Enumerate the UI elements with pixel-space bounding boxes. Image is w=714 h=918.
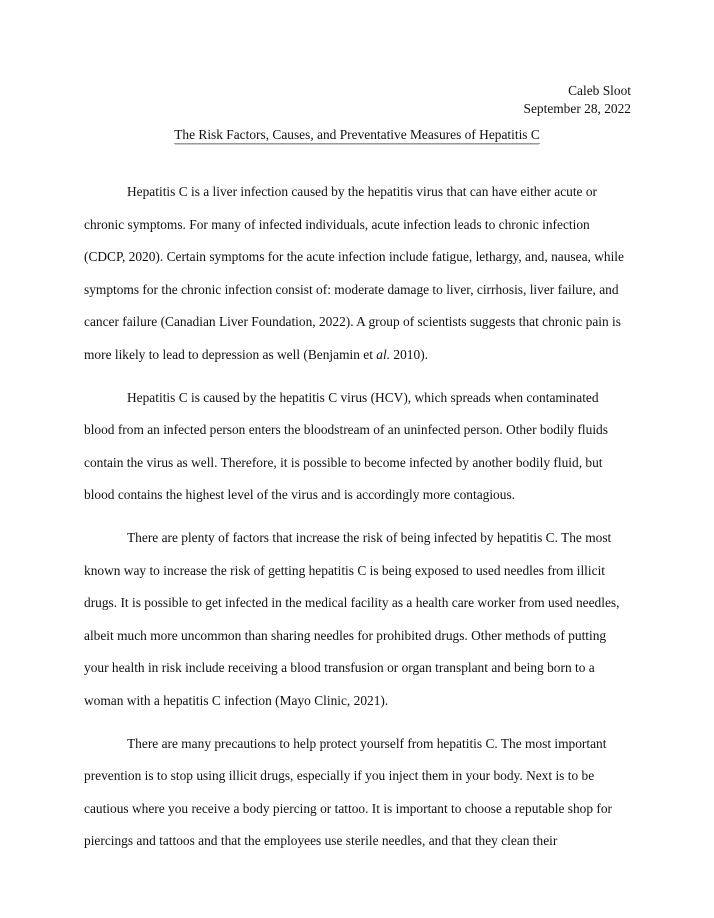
document-title-block — [0, 126, 714, 144]
paragraph-1-italic: al. — [376, 346, 391, 362]
paragraph-1-text: Hepatitis C is a liver infection caused by the hepatitis virus that can have either acute or chronic symptoms. For many of infected individuals, acute infection leads to chronic infection (CDCP, 2020). Certain symptoms for the acute infection include fatigue, lethargy, and, nausea, while symptoms for the chronic infection consist of: moderate damage to liver, cirrhosis, liver failure, and cancer failure (Canadian Liver Foundation, 2022). A group of scientists suggests that chronic pain is more likely to lead to depression as well (Benjamin et — [84, 184, 624, 362]
paragraph-1 — [84, 176, 632, 372]
author-name: Caleb Sloot — [568, 83, 631, 98]
document-header — [524, 82, 631, 118]
document-body — [84, 176, 632, 868]
document-date: September 28, 2022 — [523, 101, 631, 116]
paragraph-3: There are plenty of factors that increase the risk of being infected by hepatitis C. The most known way to increase the risk of getting hepatitis C is being exposed to used needles from illicit drugs. It is possible to get infected in the medical facility as a health care worker from used needles, albeit much more uncommon than sharing needles for prohibited drugs. Other methods of putting your health in risk include receiving a blood transfusion or organ transplant and being born to a woman with a hepatitis C infection (Mayo Clinic, 2021). — [84, 529, 620, 708]
paragraph-1-tail: 2010). — [390, 346, 428, 362]
document-title: The Risk Factors, Causes, and Preventative Measures of Hepatitis C — [174, 127, 540, 142]
paragraph-4: There are many precautions to help protect yourself from hepatitis C. The most important prevention is to stop using illicit drugs, especially if you inject them in your body. Next is to be cautious where you receive a body piercing or tattoo. It is important to choose a reputable shop for piercings and tattoos and that the employees use sterile needles, and that they clean their — [84, 735, 613, 849]
paragraph-2: Hepatitis C is caused by the hepatitis C virus (HCV), which spreads when contaminated blood from an infected person enters the bloodstream of an uninfected person. Other bodily fluids contain the virus as well. Therefore, it is possible to become infected by another bodily fluid, but blood contains the highest level of the virus and is accordingly more contagious. — [84, 389, 608, 503]
